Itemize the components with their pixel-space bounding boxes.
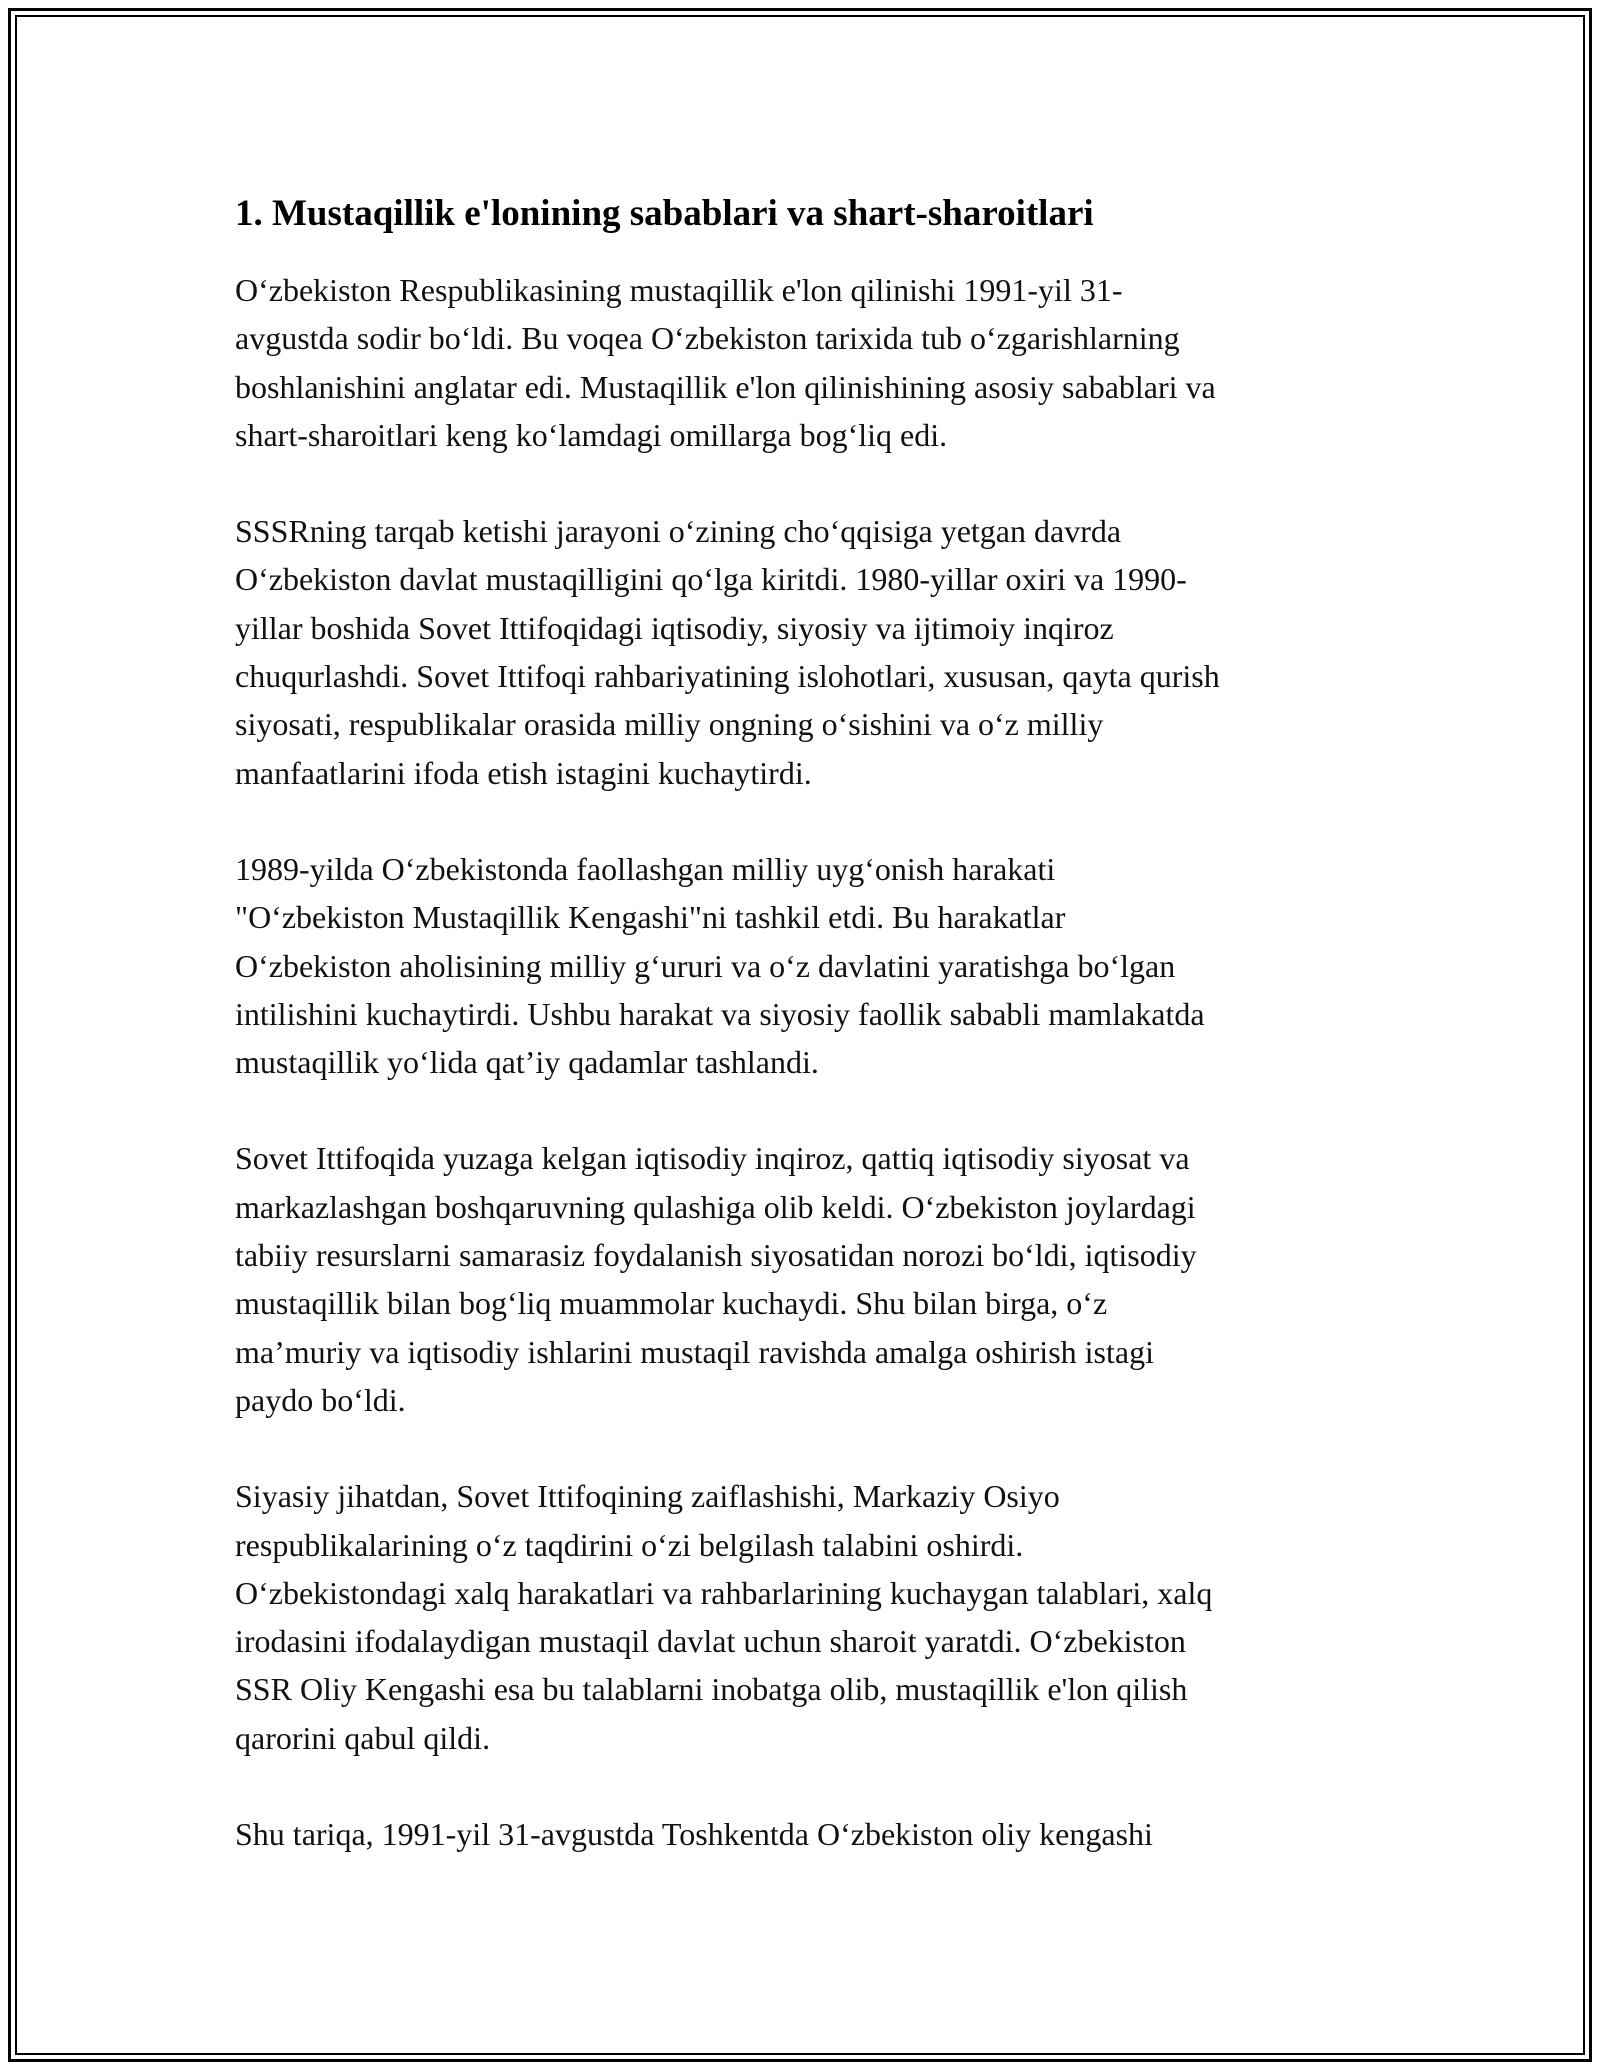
- paragraph-1: O‘zbekiston Respublikasining mustaqillik e'lon qilinishi 1991-yil 31- avgustda sodir bo‘ldi. Bu voqea O‘zbekiston tarixida tub o‘zgarishlarning boshlanishini anglatar edi. Mustaqillik e'lon qilinishining asosiy sabablari va shart-sharoitlari keng ko‘lamdagi omillarga bog‘liq edi.: [235, 272, 1216, 453]
- paragraph-2: SSSRning tarqab ketishi jarayoni o‘zining cho‘qqisiga yetgan davrda O‘zbekiston davlat mustaqilligini qo‘lga kiritdi. 1980-yillar oxiri va 1990- yillar boshida Sovet Ittifoqidagi iqtisodiy, siyosiy va ijtimoiy inqiroz chuqurlashdi. Sovet Ittifoqi rahbariyatining islohotlari, xususan, qayta qurish siyosati, respublikalar orasida milliy ongning o‘sishini va o‘z milliy manfaatlarini ifoda etish istagini kuchaytirdi.: [235, 513, 1220, 791]
- paragraph-5: Siyasiy jihatdan, Sovet Ittifoqining zaiflashishi, Markaziy Osiyo respublikalarining o‘z taqdirini o‘zi belgilash talabini oshirdi. O‘zbekistondagi xalq harakatlari va rahbarlarining kuchaygan talablari, xalq irodasini ifodalaydigan mustaqil davlat uchun sharoit yaratdi. O‘zbekiston SSR Oliy Kengashi esa bu talablarni inobatga olib, mustaqillik e'lon qilish qarorini qabul qildi.: [235, 1478, 1213, 1756]
- section-heading: 1. Mustaqillik e'lonining sabablari va shart-sharoitlari: [235, 193, 1094, 234]
- document-body: [235, 190, 1370, 1906]
- paragraph-4: Sovet Ittifoqida yuzaga kelgan iqtisodiy inqiroz, qattiq iqtisodiy siyosat va markazlashgan boshqaruvning qulashiga olib keldi. O‘zbekiston joylardagi tabiiy resurslarni samarasiz foydalanish siyosatidan norozi bo‘ldi, iqtisodiy mustaqillik bilan bog‘liq muammolar kuchaydi. Shu bilan birga, o‘z ma’muriy va iqtisodiy ishlarini mustaqil ravishda amalga oshirish istagi paydo bo‘ldi.: [235, 1140, 1197, 1418]
- paragraph-3: 1989-yilda O‘zbekistonda faollashgan milliy uyg‘onish harakati "O‘zbekiston Mustaqillik Kengashi"ni tashkil etdi. Bu harakatlar O‘zbekiston aholisining milliy g‘ururi va o‘z davlatini yaratishga bo‘lgan intilishini kuchaytirdi. Ushbu harakat va siyosiy faollik sababli mamlakatda mustaqillik yo‘lida qat’iy qadamlar tashlandi.: [235, 850, 1205, 1081]
- paragraph-6: Shu tariqa, 1991-yil 31-avgustda Toshkentda O‘zbekiston oliy kengashi: [235, 1816, 1153, 1853]
